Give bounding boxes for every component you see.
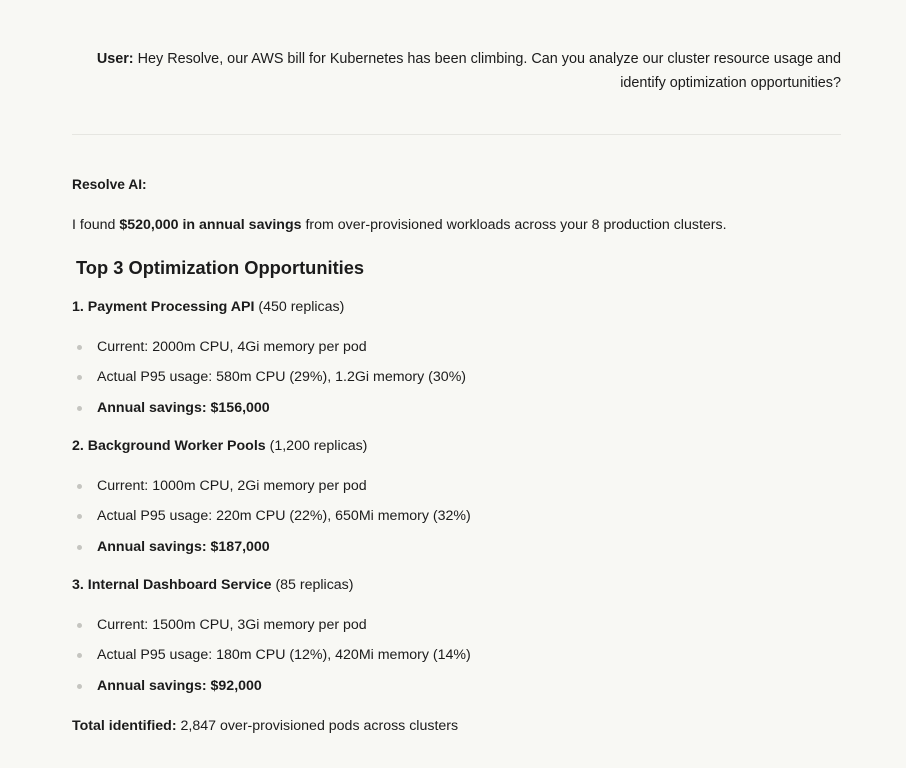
annual-savings: Annual savings: $92,000 — [97, 678, 262, 694]
bullet-icon — [77, 623, 82, 628]
user-label: User: — [96, 51, 134, 67]
intro-prefix: I found — [72, 217, 120, 233]
bullet-icon — [77, 406, 82, 411]
bullet-icon — [77, 684, 82, 689]
list-item — [72, 537, 841, 557]
actual-usage: Actual P95 usage: 180m CPU (12%), 420Mi memory (14%) — [97, 647, 471, 663]
total-label: Total identified: — [72, 718, 177, 734]
bullet-icon — [77, 514, 82, 519]
opportunity-details-list — [72, 476, 841, 557]
opportunity-title — [72, 575, 841, 595]
opportunity-details-list — [72, 615, 841, 696]
bullet-icon — [77, 653, 82, 658]
current-allocation: Current: 1000m CPU, 2Gi memory per pod — [97, 478, 367, 494]
intro-savings-highlight: $520,000 in annual savings — [119, 217, 302, 233]
opportunity-replicas: (85 replicas) — [271, 577, 354, 593]
total-summary — [72, 716, 841, 736]
list-item — [72, 476, 841, 496]
bullet-icon — [77, 375, 82, 380]
intro-suffix: from over-provisioned workloads across your 8 production clusters. — [301, 217, 727, 233]
message-divider — [72, 134, 841, 135]
list-item — [72, 645, 841, 665]
current-allocation: Current: 1500m CPU, 3Gi memory per pod — [97, 617, 367, 633]
user-message — [72, 47, 841, 95]
actual-usage: Actual P95 usage: 220m CPU (22%), 650Mi memory (32%) — [97, 508, 471, 524]
opportunity-title — [72, 297, 841, 317]
list-item — [72, 615, 841, 635]
list-item — [72, 337, 841, 357]
list-item — [72, 398, 841, 418]
opportunities-heading: Top 3 Optimization Opportunities — [76, 257, 365, 278]
bullet-icon — [77, 545, 82, 550]
list-item — [72, 676, 841, 696]
list-item — [72, 506, 841, 526]
bullet-icon — [77, 345, 82, 350]
opportunity-name: 2. Background Worker Pools — [72, 438, 266, 454]
list-item — [72, 367, 841, 387]
bullet-icon — [77, 484, 82, 489]
assistant-speaker-label: Resolve AI: — [72, 177, 147, 192]
opportunity-replicas: (1,200 replicas) — [265, 438, 368, 454]
user-message-text: Hey Resolve, our AWS bill for Kubernetes has been climbing. Can you analyze our cluster resource usage and identify optimization opportunities? — [137, 51, 841, 91]
opportunity-details-list — [72, 337, 841, 418]
annual-savings: Annual savings: $187,000 — [97, 539, 270, 555]
annual-savings: Annual savings: $156,000 — [97, 400, 270, 416]
assistant-intro — [72, 215, 841, 235]
actual-usage: Actual P95 usage: 580m CPU (29%), 1.2Gi memory (30%) — [97, 369, 467, 385]
opportunity-name: 3. Internal Dashboard Service — [72, 577, 272, 593]
assistant-message — [72, 175, 841, 736]
current-allocation: Current: 2000m CPU, 4Gi memory per pod — [97, 339, 367, 355]
opportunity-name: 1. Payment Processing API — [72, 299, 255, 315]
opportunity-title — [72, 436, 841, 456]
opportunity-replicas: (450 replicas) — [254, 299, 345, 315]
total-text: 2,847 over-provisioned pods across clusters — [176, 718, 459, 734]
